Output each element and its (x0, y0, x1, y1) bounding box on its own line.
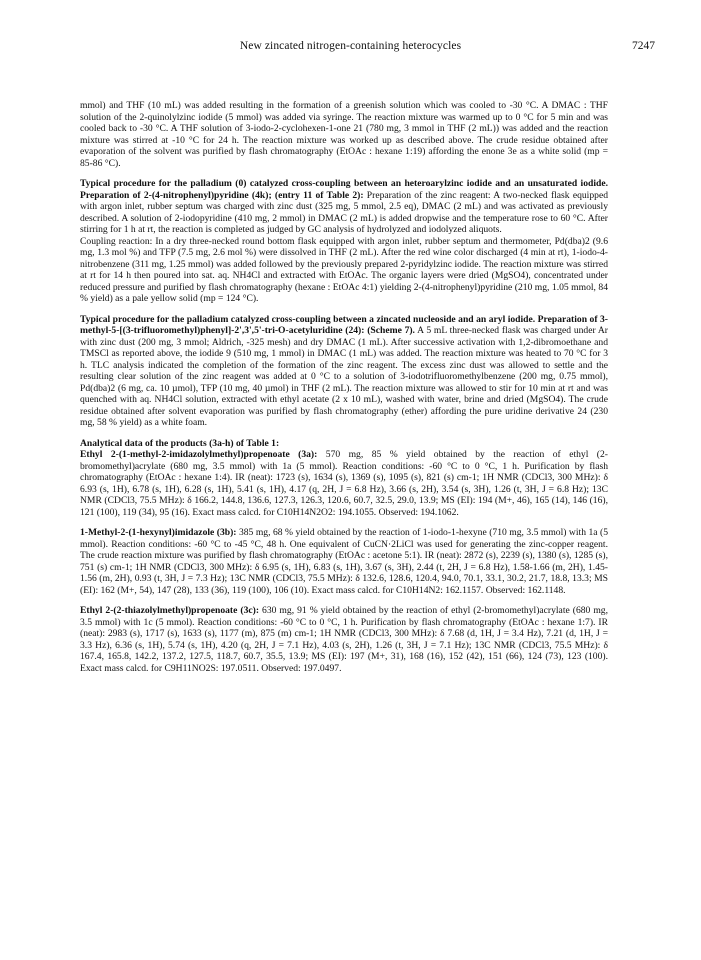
running-title: New zincated nitrogen-containing heterocycles (239, 40, 462, 52)
page-number: 7247 (632, 40, 655, 52)
paragraph-text: A 5 mL three-necked flask was charged under Ar with zinc dust (200 mg, 3 mmol; Aldrich, -325 mesh) and dry DMAC (1 mL). After successive activation with 1,2-dibromoethane and TMSCl as reported above, the iodide 9 (510 mg, 1 mmol) in DMAC (1 mL) was added. The reaction mixture was heated to 70 °C for 3 h. TLC analysis indicated the completion of the formation of the zinc reagent. The excess zinc dust was allowed to settle and the resulting clear solution of the zinc reagent was added at 0 °C to a solution of 3-iodotrifluoromethylbenzene (200 mg, 0.75 mmol), Pd(dba)2 (6 mg, ca. 10 µmol), TFP (10 mg, 40 µmol) in THF (2 mL). The reaction mixture was allowed to stir for 10 min at rt and was quenched with aq. NH4Cl solution, extracted with ethyl acetate (2 x 10 mL), washed with water, brine and dried (MgSO4). The crude residue obtained after solvent evaporation was purified by flash chromatography (ether) affording the pure uridine derivative 24 (230 mg, 58 % yield) as a white foam. (80, 325, 608, 428)
paragraph-procedure-4k (80, 178, 608, 236)
paragraph-compound-3b (80, 527, 608, 596)
paragraph-compound-3c (80, 605, 608, 674)
paragraph-analytical-data (80, 438, 608, 519)
paragraph-text: Coupling reaction: In a dry three-necked round bottom flask equipped with argon inlet, rubber septum and thermometer, Pd(dba)2 (9.6 mg, 1.3 mol %) and TFP (7.5 mg, 2.6 mol %) were dissolved in THF (2 mL). After the red wine color discharged (4 min at rt), 1-iodo-4-nitrobenzene (311 mg, 1.25 mmol) was added followed by the previously prepared 2-pyridylzinc iodide. The reaction mixture was stirred at rt for 14 h then poured into sat. aq. NH4Cl and extracted with EtOAc. The organic layers were dried (MgSO4), concentrated under reduced pressure and purified by flash chromatography (hexane : EtOAc 4:1) yielding 2-(4-nitrophenyl)pyridine (210 mg, 1.05 mmol, 84 % yield) as a pale yellow solid (mp = 124 °C). (80, 235, 608, 304)
paragraph-text: Preparation of the zinc reagent: A two-necked flask equipped with argon inlet, rubber septum was charged with zinc dust (325 mg, 5 mmol, 2.5 eq), DMAC (2 mL) and was activated as previously described. A solution of 2-iodopyridine (410 mg, 2 mmol) in DMAC (2 mL) is added dropwise and the temperature rose to 60 °C. After stirring for 1 h at rt, the reaction is completed as judged by GC analysis of hydrolyzed and iodolyzed aliquots. (80, 189, 608, 235)
section-heading: Analytical data of the products (3a-h) of Table 1: (80, 437, 280, 449)
article-body (80, 100, 608, 674)
paragraph-procedure-24 (80, 314, 608, 429)
paragraph-text: 385 mg, 68 % yield obtained by the reaction of 1-iodo-1-hexyne (710 mg, 3.5 mmol) with 1a (5 mmol). Reaction conditions: -60 °C to -45 °C, 48 h. One equivalent of CuCN·2LiCl was used for generating the zinc-copper reagent. The crude reaction mixture was purified by flash chromatography (EtOAc : acetone 5:1). IR (neat): 2872 (s), 2239 (s), 1380 (s), 1285 (s), 751 (s) cm-1; 1H NMR (CDCl3, 300 MHz): δ 6.95 (s, 1H), 6.83 (s, 1H), 3.67 (s, 3H), 2.44 (t, 2H, J = 6.8 Hz), 1.58-1.66 (m, 2H), 1.45-1.56 (m, 2H), 0.93 (t, 3H, J = 7.3 Hz); 13C NMR (CDCl3, 75.5 MHz): δ 132.6, 128.6, 120.4, 94.0, 70.1, 33.1, 30.2, 21.7, 18.8, 13.3; MS (EI): 162 (M+, 54), 147 (28), 133 (36), 119 (100), 106 (10). Exact mass calcd. for C10H14N2: 162.1157. Observed: 162.1148. (80, 527, 608, 596)
compound-name: 1-Methyl-2-(1-hexynyl)imidazole (3b): (80, 527, 237, 538)
section-heading: Typical procedure for the palladium (0) catalyzed cross-coupling between an heteroarylzinc iodide and an unsaturated iodide. Preparation of 2-(4-nitrophenyl)pyridine (4k); (entry 11 of Table 2): (80, 178, 608, 201)
paragraph-text: 570 mg, 85 % yield obtained by the reaction of ethyl (2-bromomethyl)acrylate (680 mg, 3.5 mmol) with 1a (5 mmol). Reaction conditions: -60 °C to 0 °C, 1 h. Purification by flash chromatography (EtOAc : hexane 1:4). IR (neat): 1723 (s), 1634 (s), 1369 (s), 1095 (s), 821 (s) cm-1; 1H NMR (CDCl3, 300 MHz): δ 6.93 (s, 1H), 6.78 (s, 1H), 6.28 (s, 1H), 5.41 (s, 1H), 4.17 (q, 2H, J = 6.8 Hz), 3.66 (s, 2H), 3.54 (s, 3H), 1.26 (t, 3H, J = 6.8 Hz); 13C NMR (CDCl3, 75.5 MHz): δ 166.2, 144.8, 136.6, 127.3, 126.3, 120.6, 60.7, 32.5, 29.0, 13.9; MS (EI): 194 (M+, 46), 165 (14), 146 (16), 121 (100), 119 (34), 95 (16). Exact mass calcd. for C10H14N2O2: 194.1055. Observed: 194.1062. (80, 449, 608, 518)
paragraph-text: mmol) and THF (10 mL) was added resulting in the formation of a greenish solution which was cooled to -30 °C. A DMAC : THF solution of the 2-quinolylzinc iodide (5 mmol) was added via syringe. The reaction mixture was warmed up to 0 °C for 5 min and was cooled back to -30 °C. A THF solution of 3-iodo-2-cyclohexen-1-one 21 (780 mg, 3 mmol in THF (2 mL)) was added and the reaction mixture was stirred at -10 °C for 24 h. The reaction mixture was worked up as described above. The crude residue obtained after evaporation of the solvent was purified by flash chromatography (EtOAc : hexane 1:19) affording the enone 3e as a white solid (mp = 85-86 °C). (80, 100, 608, 169)
compound-name: Ethyl 2-(2-thiazolylmethyl)propenoate (3c): (80, 605, 260, 616)
section-heading: Typical procedure for the palladium catalyzed cross-coupling between a zincated nucleoside and an aryl iodide. Preparation of 3-methyl-5-[(3-trifluoromethyl)phenyl]-2',3',5'-tri-O-acetyluridine (24): (Scheme 7). (80, 313, 608, 336)
paragraph-text: 630 mg, 91 % yield obtained by the reaction of ethyl (2-bromomethyl)acrylate (680 mg, 3.5 mmol) with 1c (5 mmol). Reaction conditions: -60 °C to 0 °C, 1 h. Purification by flash chromatography (EtOAc : hexane 1:7). IR (neat): 2983 (s), 1717 (s), 1633 (s), 1177 (m), 875 (m) cm-1; 1H NMR (CDCl3, 300 MHz): δ 7.68 (d, 1H, J = 3.4 Hz), 7.21 (d, 1H, J = 3.3 Hz), 6.36 (s, 1H), 5.74 (s, 1H), 4.20 (q, 2H, J = 7.1 Hz), 4.03 (s, 2H), 1.26 (t, 3H, J = 7.1 Hz); 13C NMR (CDCl3, 75.5 MHz): δ 167.4, 165.8, 142.2, 137.2, 127.5, 118.7, 60.7, 35.5, 13.9; MS (EI): 197 (M+, 31), 168 (16), 152 (42), 151 (66), 124 (73), 123 (100). Exact mass calcd. for C9H11NO2S: 197.0511. Observed: 197.0497. (80, 605, 608, 674)
paragraph-coupling-reaction (80, 236, 608, 305)
paragraph-enone-3e (80, 100, 608, 169)
compound-name: Ethyl 2-(1-methyl-2-imidazolylmethyl)propenoate (3a): (80, 449, 318, 460)
